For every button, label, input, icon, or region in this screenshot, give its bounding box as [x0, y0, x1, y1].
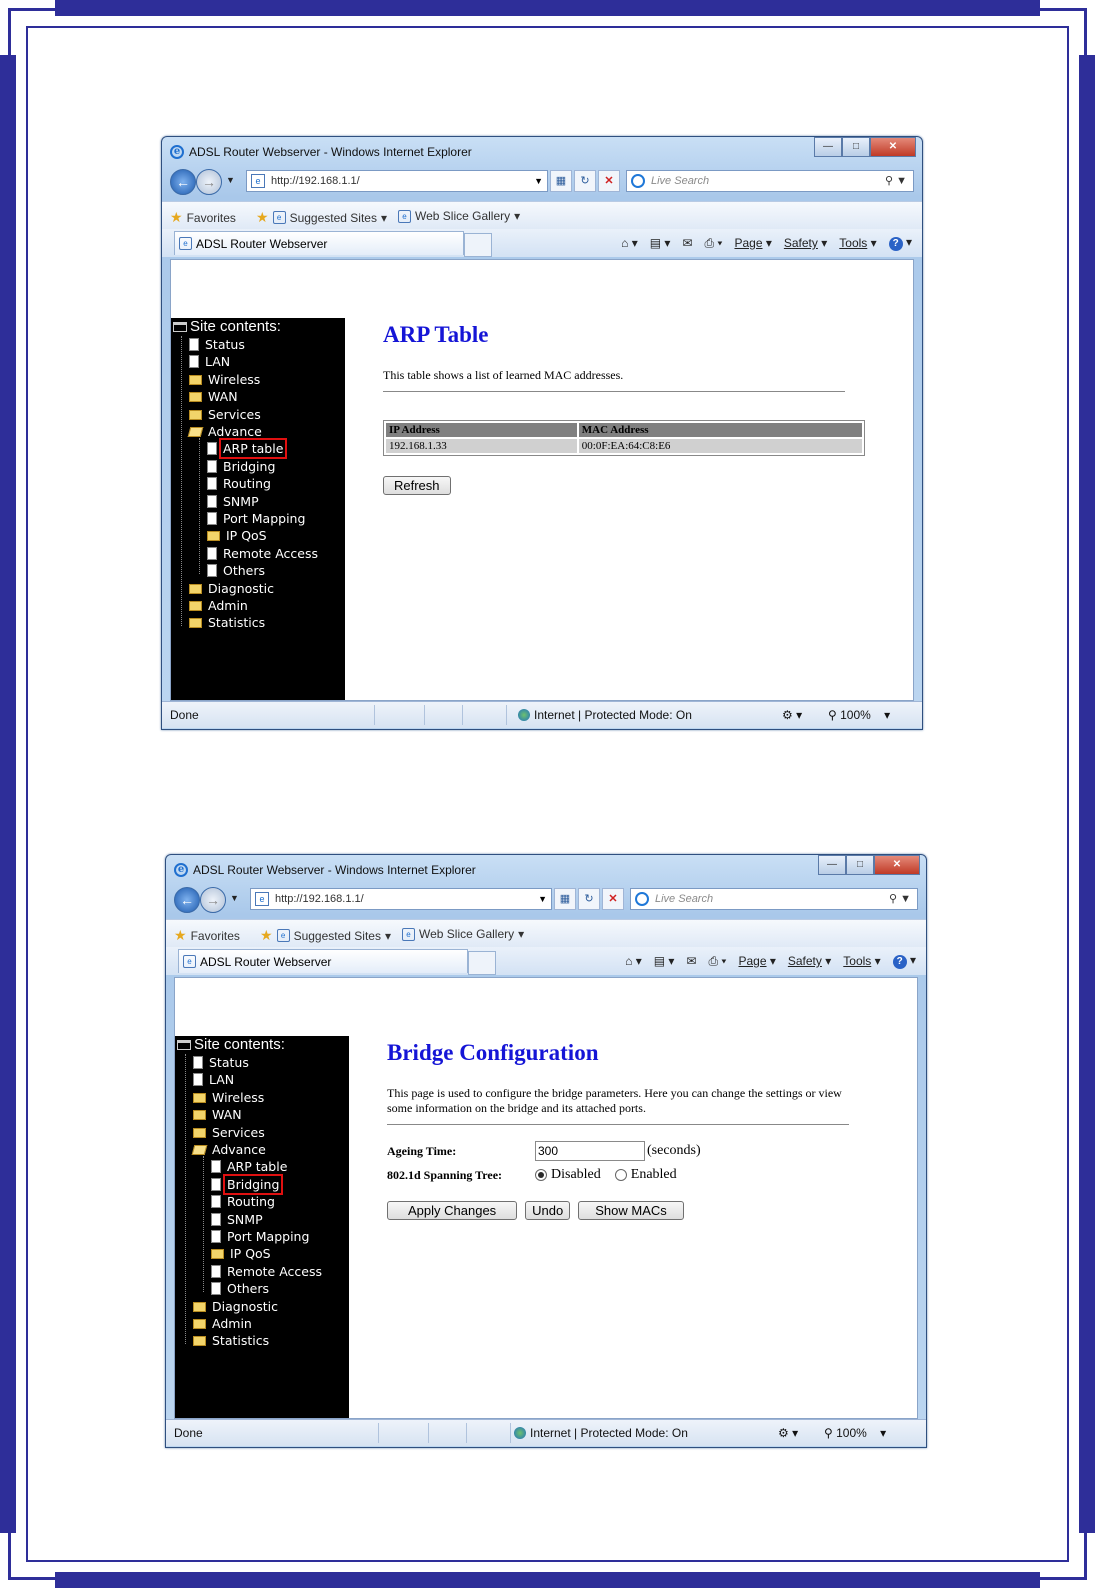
mail-icon[interactable]: ✉	[682, 236, 693, 250]
tree-connector	[181, 336, 182, 626]
tree-item-arp-table[interactable]	[207, 440, 285, 457]
help-icon: ?	[889, 237, 903, 251]
url-scheme: http://	[275, 893, 303, 905]
feeds-icon[interactable]: ▤ ▾	[653, 954, 675, 968]
selected-highlight: ARP table	[223, 441, 284, 456]
divider	[387, 1124, 849, 1125]
page-menu[interactable]: Page ▾	[738, 954, 776, 968]
tree-item-services[interactable]: Services	[189, 406, 263, 423]
url-path: /	[360, 893, 364, 905]
folder-icon	[193, 1302, 206, 1312]
page-icon	[211, 1160, 221, 1173]
command-bar	[625, 953, 916, 969]
minimize-button[interactable]: —	[814, 137, 842, 157]
title-bar	[170, 143, 472, 161]
tree-item-ip-qos[interactable]: IP QoS	[207, 527, 269, 544]
open-folder-icon	[188, 427, 204, 437]
help-icon: ?	[893, 955, 907, 969]
corner-ornament	[1036, 1529, 1087, 1580]
ie-page-icon: e	[402, 928, 415, 941]
page-description: This page is used to configure the bridge parameters. Here you can change the settings or view some information on the bridge and its attached ports.	[387, 1086, 842, 1115]
main-panel	[387, 1040, 907, 1220]
title-bar	[174, 861, 476, 879]
ie-logo-icon: e	[170, 145, 184, 159]
command-bar	[621, 235, 912, 251]
status-separator	[424, 705, 425, 725]
tree-item-remote-access[interactable]: Remote Access	[207, 545, 320, 562]
navigation-bar	[170, 169, 914, 195]
tab-active[interactable]: e ADSL Router Webserver	[178, 949, 468, 973]
tree-item-snmp[interactable]: SNMP	[207, 493, 261, 510]
table-row	[386, 439, 862, 453]
corner-ornament	[8, 8, 59, 59]
zoom-control[interactable]: ⚲ 100% ▾	[824, 1426, 887, 1440]
close-button[interactable]: ✕	[874, 855, 920, 875]
radio-selected-icon	[535, 1169, 547, 1181]
tree-item-advance[interactable]: Advance	[189, 423, 264, 440]
ageing-time-row	[387, 1141, 907, 1161]
refresh-button[interactable]: Refresh	[383, 476, 451, 495]
favorites-bar	[166, 919, 926, 948]
mail-icon[interactable]: ✉	[686, 954, 697, 968]
tree-item-advance[interactable]: Advance	[193, 1141, 268, 1158]
maximize-button[interactable]: □	[846, 855, 874, 875]
main-panel	[383, 322, 903, 495]
ageing-time-label: Ageing Time:	[387, 1143, 457, 1158]
folder-icon	[207, 531, 220, 541]
tree-item-diagnostic[interactable]: Diagnostic	[189, 580, 276, 597]
show-macs-button[interactable]: Show MACs	[578, 1201, 684, 1220]
star-icon: ★	[174, 927, 187, 943]
folder-icon	[193, 1336, 206, 1346]
tree-item-statistics[interactable]: Statistics	[193, 1332, 271, 1349]
tree-item-admin[interactable]: Admin	[189, 597, 250, 614]
folder-icon	[193, 1319, 206, 1329]
page-icon	[207, 442, 217, 455]
tree-item-bridging[interactable]: Bridging	[207, 458, 277, 475]
status-bar	[166, 1419, 926, 1446]
radio-unselected-icon	[615, 1169, 627, 1181]
status-separator	[378, 1423, 379, 1443]
tree-item-wireless[interactable]: Wireless	[193, 1089, 266, 1106]
tree-item-lan[interactable]: LAN	[193, 1071, 236, 1088]
security-zone[interactable]: Internet | Protected Mode: On	[518, 708, 692, 722]
tree-heading: Site contents:	[173, 318, 281, 335]
zoom-control[interactable]: ⚲ 100% ▾	[828, 708, 891, 722]
tools-menu[interactable]: Tools ▾	[839, 236, 877, 250]
minimize-button[interactable]: —	[818, 855, 846, 875]
address-dropdown-icon[interactable]: ▼	[534, 176, 543, 186]
folder-icon	[189, 618, 202, 628]
page-icon	[207, 495, 217, 508]
tree-item-services[interactable]: Services	[193, 1124, 267, 1141]
page-icon	[189, 338, 199, 351]
spanning-tree-row	[387, 1167, 907, 1183]
site-contents-tree	[171, 318, 345, 700]
page-icon	[211, 1282, 221, 1295]
maximize-button[interactable]: □	[842, 137, 870, 157]
window-title: ADSL Router Webserver - Windows Internet Explorer	[193, 863, 476, 877]
column-header-mac: MAC Address	[579, 423, 862, 437]
page-icon	[207, 460, 217, 473]
favorites-button[interactable]: ★ Favorites	[174, 927, 240, 943]
divider	[383, 391, 845, 392]
safety-menu[interactable]: Safety ▾	[783, 236, 828, 250]
tools-menu[interactable]: Tools ▾	[843, 954, 881, 968]
column-header-ip: IP Address	[386, 423, 577, 437]
tree-item-status[interactable]: Status	[189, 336, 247, 353]
tab-row	[166, 947, 926, 975]
window-controls	[814, 137, 916, 157]
tree-heading: Site contents:	[177, 1036, 285, 1053]
ie-logo-icon: e	[174, 863, 188, 877]
help-menu[interactable]: ? ▾	[889, 235, 912, 251]
star-icon: ★	[170, 209, 183, 225]
page-icon	[193, 1073, 203, 1086]
folder-icon	[211, 1249, 224, 1259]
table-header-row	[386, 423, 862, 437]
page-title: Bridge Configuration	[387, 1040, 599, 1065]
add-favorite-icon: ★	[260, 927, 273, 943]
folder-icon	[189, 584, 202, 594]
favorites-button[interactable]: ★ Favorites	[170, 209, 236, 225]
web-slice-gallery-button[interactable]: e Web Slice Gallery ▾	[398, 209, 520, 223]
status-separator	[506, 705, 507, 725]
tree-item-diagnostic[interactable]: Diagnostic	[193, 1298, 280, 1315]
tree-item-routing[interactable]: Routing	[211, 1193, 277, 1210]
ie-page-icon: e	[273, 211, 286, 224]
ie-page-icon: e	[179, 237, 192, 250]
site-icon	[177, 1040, 191, 1050]
page-icon	[211, 1230, 221, 1243]
stp-enabled-radio[interactable]: Enabled	[615, 1167, 677, 1183]
status-text: Done	[174, 1426, 203, 1440]
page-border-top	[55, 0, 1040, 16]
address-bar[interactable]	[246, 170, 548, 192]
refresh-icon[interactable]: ↻	[578, 888, 600, 910]
page-content	[174, 977, 918, 1419]
help-menu[interactable]: ? ▾	[893, 953, 916, 969]
web-slice-gallery-button[interactable]: e Web Slice Gallery ▾	[402, 927, 524, 941]
folder-icon	[189, 601, 202, 611]
folder-icon	[189, 375, 202, 385]
feeds-icon[interactable]: ▤ ▾	[649, 236, 671, 250]
folder-icon	[193, 1128, 206, 1138]
tree-item-wan[interactable]: WAN	[193, 1106, 244, 1123]
tree-item-others[interactable]: Others	[207, 562, 267, 579]
tree-item-ip-qos[interactable]: IP QoS	[211, 1245, 273, 1262]
tree-item-port-mapping[interactable]: Port Mapping	[207, 510, 307, 527]
page-icon: e	[255, 892, 269, 906]
tree-item-wireless[interactable]: Wireless	[189, 371, 262, 388]
status-separator	[462, 705, 463, 725]
corner-ornament	[1036, 8, 1087, 59]
live-search-logo-icon	[635, 892, 649, 906]
page-menu[interactable]: Page ▾	[734, 236, 772, 250]
tree-item-status[interactable]: Status	[193, 1054, 251, 1071]
tree-item-wan[interactable]: WAN	[189, 388, 240, 405]
stop-icon[interactable]: ✕	[602, 888, 624, 910]
search-icon[interactable]: ⚲ ▼	[885, 175, 907, 187]
url-scheme: http://	[271, 175, 299, 187]
globe-icon	[514, 1427, 526, 1439]
corner-ornament	[8, 1529, 59, 1580]
spanning-tree-label: 802.1d Spanning Tree:	[387, 1167, 503, 1182]
folder-icon	[189, 410, 202, 420]
status-text: Done	[170, 708, 199, 722]
home-icon[interactable]: ⌂ ▾	[625, 954, 642, 968]
browser-window-arp	[161, 136, 923, 730]
site-icon	[173, 322, 187, 332]
tree-item-admin[interactable]: Admin	[193, 1315, 254, 1332]
page-description: This table shows a list of learned MAC addresses.	[383, 368, 624, 382]
window-controls	[818, 855, 920, 875]
refresh-icon[interactable]: ↻	[574, 170, 596, 192]
browser-window-bridge	[165, 854, 927, 1448]
page-icon	[211, 1195, 221, 1208]
page-icon	[211, 1265, 221, 1278]
status-bar	[162, 701, 922, 728]
protected-mode-icon[interactable]: ⚙ ▾	[782, 708, 803, 722]
ageing-time-unit: (seconds)	[647, 1143, 701, 1158]
new-tab-button[interactable]	[468, 951, 496, 975]
folder-icon	[193, 1093, 206, 1103]
tab-row	[162, 229, 922, 257]
suggested-sites-button[interactable]: ★ e Suggested Sites ▾	[256, 209, 387, 225]
tree-item-others[interactable]: Others	[211, 1280, 271, 1297]
live-search-logo-icon	[631, 174, 645, 188]
page-content	[170, 259, 914, 701]
status-separator	[510, 1423, 511, 1443]
page-border-bottom	[55, 1572, 1040, 1588]
address-dropdown-icon[interactable]: ▼	[538, 894, 547, 904]
page-border-right	[1079, 55, 1095, 1533]
search-icon[interactable]: ⚲ ▼	[889, 893, 911, 905]
safety-menu[interactable]: Safety ▾	[787, 954, 832, 968]
ie-page-icon: e	[183, 955, 196, 968]
page-icon	[193, 1056, 203, 1069]
stop-icon[interactable]: ✕	[598, 170, 620, 192]
compatibility-view-icon[interactable]: ▦	[550, 170, 572, 192]
url-host: 192.168.1.1	[302, 893, 361, 905]
folder-icon	[193, 1110, 206, 1120]
status-separator	[374, 705, 375, 725]
tree-item-statistics[interactable]: Statistics	[189, 614, 267, 631]
ip-cell: 192.168.1.33	[386, 439, 577, 453]
site-contents-tree	[175, 1036, 349, 1418]
page-border-left	[0, 55, 16, 1533]
url-host: 192.168.1.1	[298, 175, 357, 187]
status-separator	[428, 1423, 429, 1443]
page-icon	[207, 512, 217, 525]
window-title: ADSL Router Webserver - Windows Internet Explorer	[189, 145, 472, 159]
forward-button[interactable]: →	[200, 887, 226, 913]
arp-table	[383, 420, 865, 456]
tree-item-snmp[interactable]: SNMP	[211, 1211, 265, 1228]
print-icon[interactable]: ⎙ ▾	[708, 953, 727, 968]
forward-button[interactable]: →	[196, 169, 222, 195]
open-folder-icon	[192, 1145, 208, 1155]
protected-mode-icon[interactable]: ⚙ ▾	[778, 1426, 799, 1440]
search-placeholder: Live Search	[655, 893, 714, 905]
compatibility-view-icon[interactable]: ▦	[554, 888, 576, 910]
recent-pages-dropdown[interactable]: ▼	[230, 893, 239, 903]
tree-item-port-mapping[interactable]: Port Mapping	[211, 1228, 311, 1245]
tree-connector	[203, 1156, 204, 1292]
page-icon	[207, 547, 217, 560]
favorites-bar	[162, 201, 922, 230]
tree-item-routing[interactable]: Routing	[207, 475, 273, 492]
print-icon[interactable]: ⎙ ▾	[704, 235, 723, 250]
tree-item-bridging[interactable]	[211, 1176, 281, 1193]
page-title: ARP Table	[383, 322, 489, 347]
selected-highlight: Bridging	[227, 1177, 280, 1192]
page-icon	[207, 477, 217, 490]
back-button[interactable]: ←	[170, 169, 196, 195]
address-bar[interactable]	[250, 888, 552, 910]
undo-button[interactable]: Undo	[525, 1201, 570, 1220]
page-icon	[211, 1213, 221, 1226]
search-box[interactable]	[626, 170, 914, 192]
page-icon: e	[251, 174, 265, 188]
tab-active[interactable]: e ADSL Router Webserver	[174, 231, 464, 255]
status-separator	[466, 1423, 467, 1443]
tree-item-arp-table[interactable]: ARP table	[211, 1158, 289, 1175]
search-placeholder: Live Search	[651, 175, 710, 187]
close-button[interactable]: ✕	[870, 137, 916, 157]
suggested-sites-button[interactable]: ★ e Suggested Sites ▾	[260, 927, 391, 943]
home-icon[interactable]: ⌂ ▾	[621, 236, 638, 250]
ageing-time-input[interactable]	[535, 1141, 645, 1161]
page-icon	[189, 355, 199, 368]
tree-connector	[185, 1054, 186, 1344]
stp-disabled-radio[interactable]: Disabled	[535, 1167, 601, 1183]
page-icon	[207, 564, 217, 577]
new-tab-button[interactable]	[464, 233, 492, 257]
navigation-bar	[174, 887, 918, 913]
add-favorite-icon: ★	[256, 209, 269, 225]
recent-pages-dropdown[interactable]: ▼	[226, 175, 235, 185]
back-button[interactable]: ←	[174, 887, 200, 913]
ie-page-icon: e	[398, 210, 411, 223]
tree-item-remote-access[interactable]: Remote Access	[211, 1263, 324, 1280]
folder-icon	[189, 392, 202, 402]
url-path: /	[356, 175, 360, 187]
apply-changes-button[interactable]: Apply Changes	[387, 1201, 517, 1220]
tree-item-lan[interactable]: LAN	[189, 353, 232, 370]
tree-connector	[199, 438, 200, 574]
search-box[interactable]	[630, 888, 918, 910]
security-zone[interactable]: Internet | Protected Mode: On	[514, 1426, 688, 1440]
mac-cell: 00:0F:EA:64:C8:E6	[579, 439, 862, 453]
ie-page-icon: e	[277, 929, 290, 942]
page-icon	[211, 1178, 221, 1191]
globe-icon	[518, 709, 530, 721]
